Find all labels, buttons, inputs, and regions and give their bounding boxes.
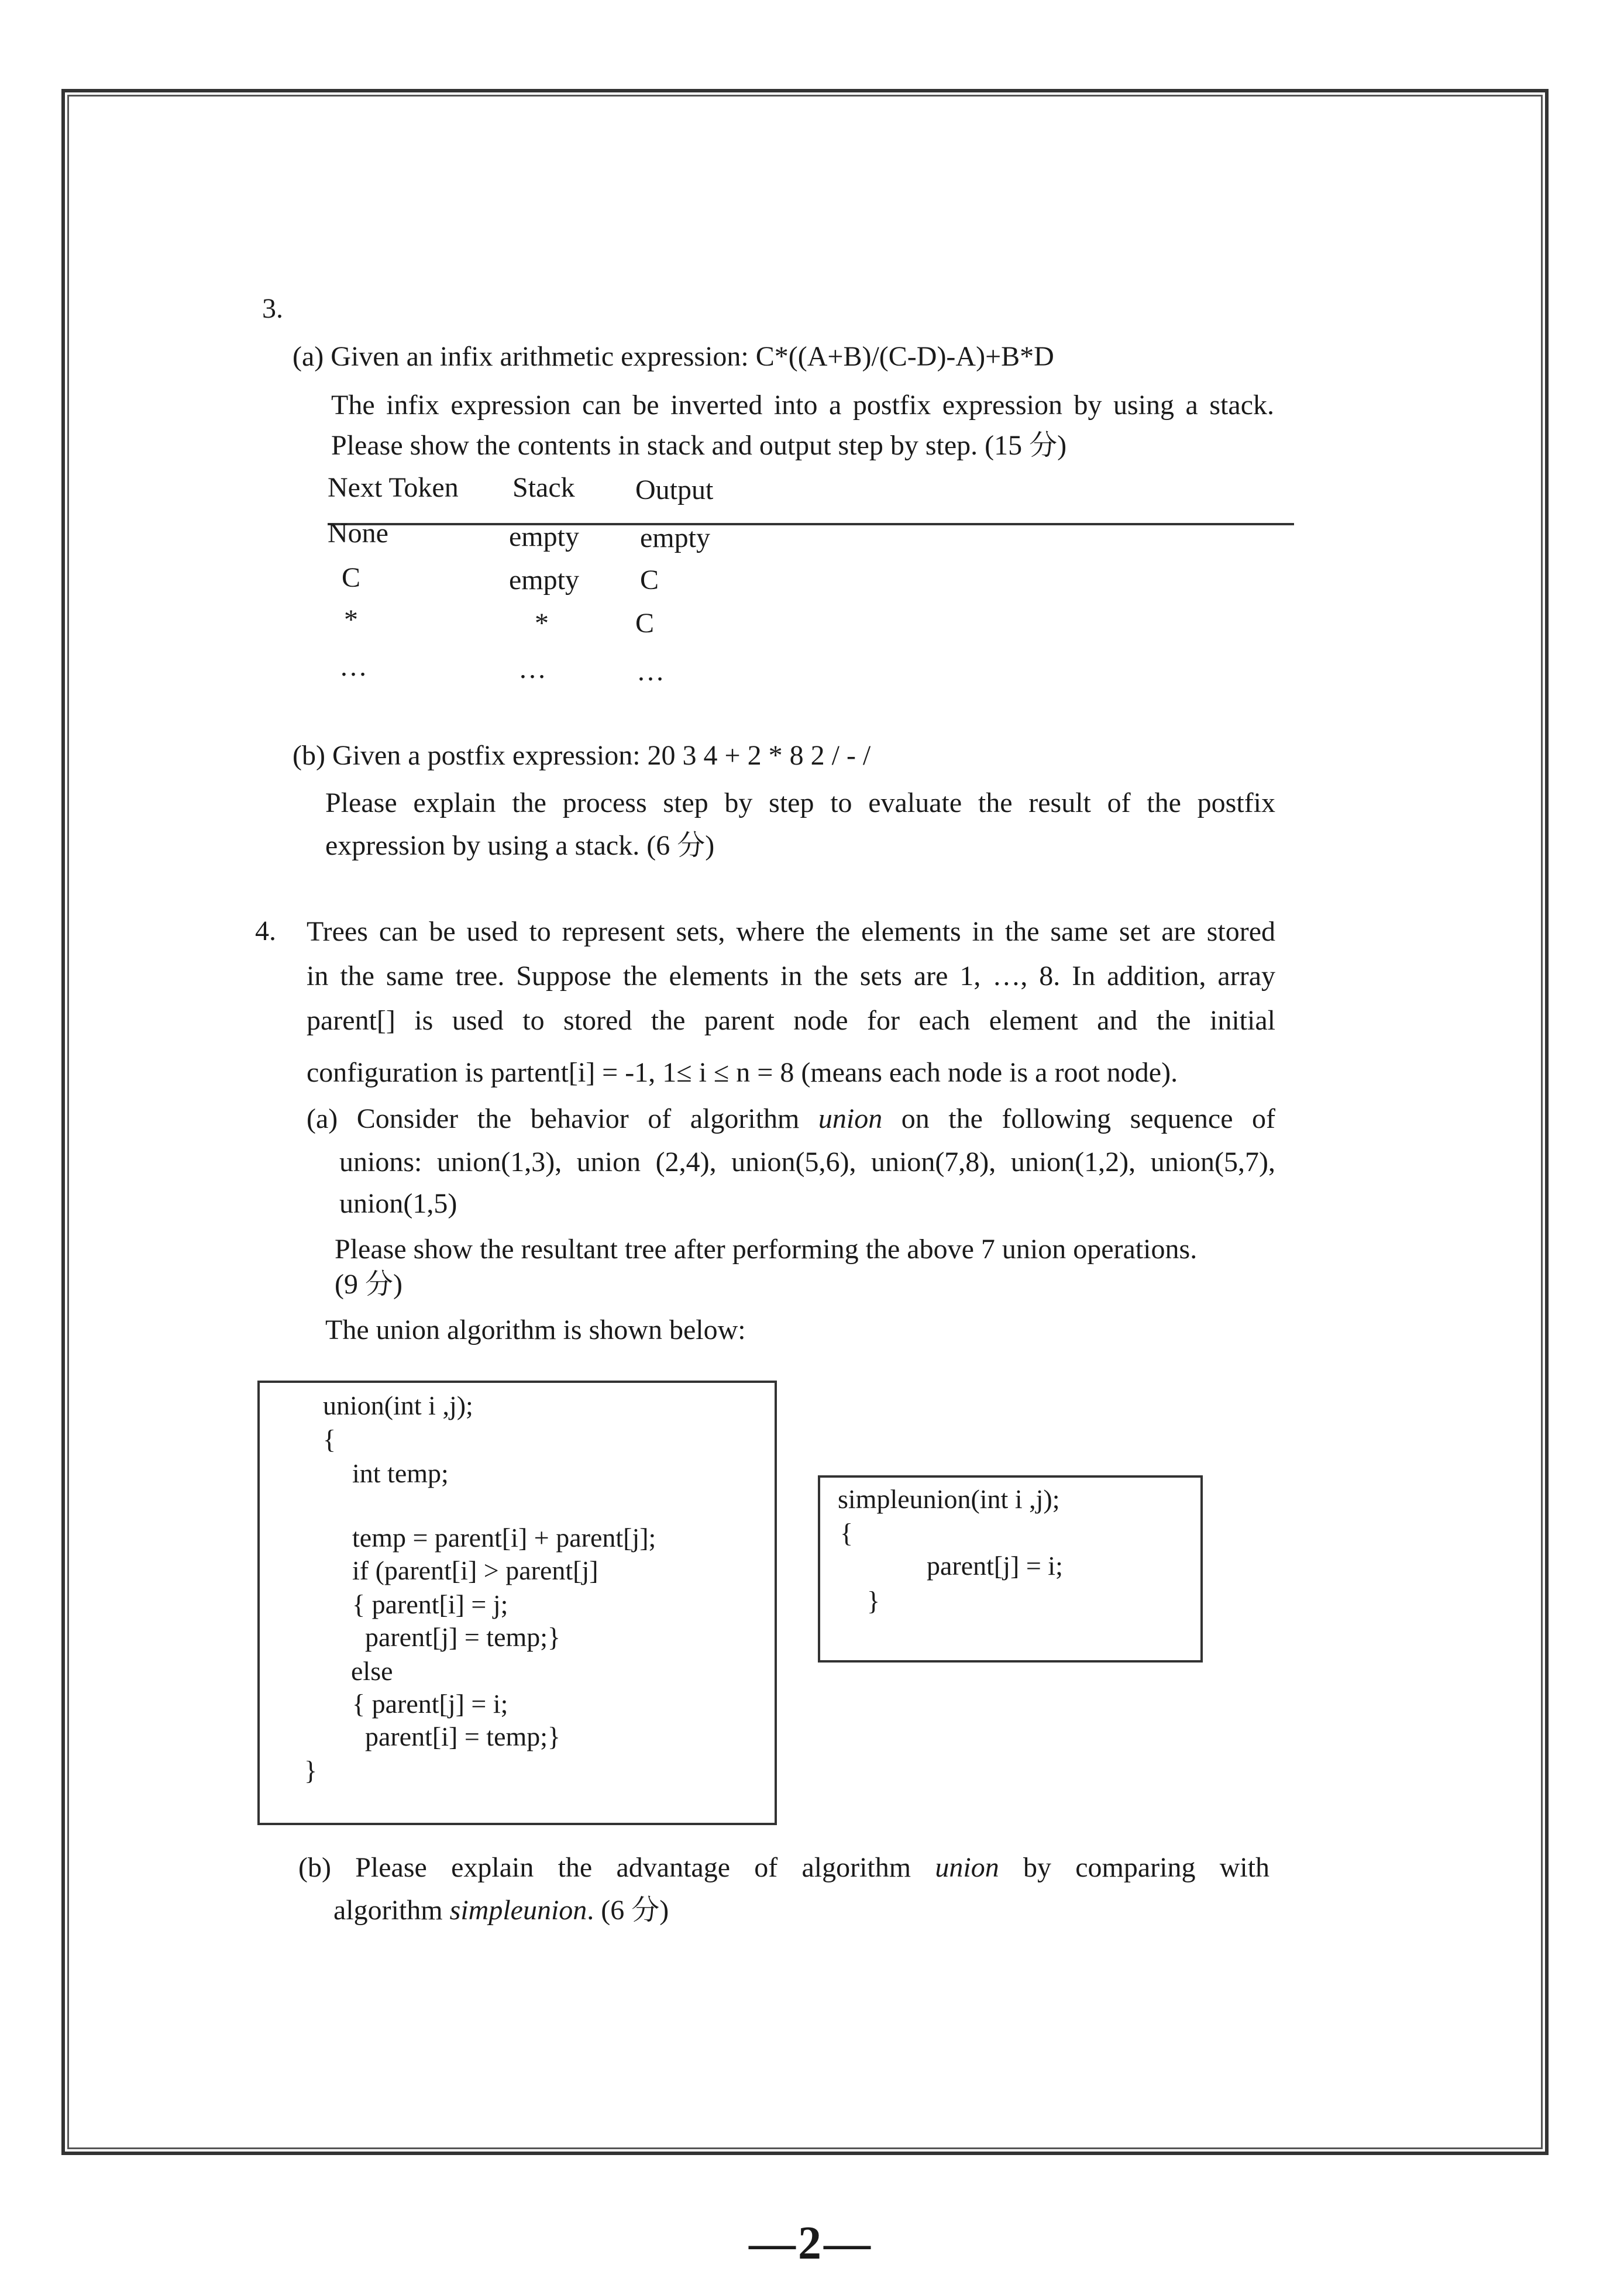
q4a-line-4: Please show the resultant tree after performing the above 7 union operations.	[335, 1234, 1198, 1265]
q3b-line-3: expression by using a stack. (6 分)	[325, 830, 715, 861]
table-row-4-output: …	[636, 656, 665, 687]
simpleunion-code-line-2: {	[840, 1518, 854, 1548]
page-number: —2—	[749, 2218, 873, 2269]
q4a-line-1: (a) Consider the behavior of algorithm union on the following sequence of	[307, 1103, 1276, 1134]
union-code-line-3: int temp;	[352, 1458, 449, 1488]
union-code-line-9: { parent[j] = i;	[352, 1689, 508, 1719]
table-row-1-output: empty	[640, 522, 710, 553]
table-row-2-output: C	[640, 565, 659, 596]
table-row-1-stack: empty	[509, 521, 579, 552]
table-row-3-token: *	[344, 604, 358, 635]
q3b-line-2: Please explain the process step by step to evaluate the result of the postfix	[325, 787, 1275, 818]
union-code-line-10: parent[i] = temp;}	[365, 1722, 561, 1751]
table-header-stack: Stack	[512, 472, 575, 503]
table-header-rule	[328, 523, 1294, 525]
q3b-line-1: (b) Given a postfix expression: 20 3 4 + 2 * 8 2 / - /	[293, 740, 871, 771]
union-code-line-4: temp = parent[i] + parent[j];	[352, 1523, 656, 1553]
question-3-number: 3.	[262, 293, 283, 324]
table-row-4-stack: …	[518, 653, 546, 684]
q4-line-4: configuration is partent[i] = -1, 1≤ i ≤ n = 8 (means each node is a root node).	[307, 1057, 1178, 1088]
q4-line-1: Trees can be used to represent sets, where the elements in the same set are stored	[307, 916, 1275, 947]
simpleunion-code-line-3: parent[j] = i;	[927, 1551, 1063, 1581]
table-row-3-output: C	[635, 608, 655, 639]
q4-line-3: parent[] is used to stored the parent node for each element and the initial	[307, 1005, 1275, 1036]
q3a-line-3: Please show the contents in stack and output step by step. (15 分)	[331, 430, 1067, 461]
table-row-4-token: …	[339, 651, 367, 682]
q4a-line-3: union(1,5)	[339, 1188, 457, 1219]
union-code-line-2: {	[323, 1424, 336, 1454]
q3a-line-1: (a) Given an infix arithmetic expression: C*((A+B)/(C-D)-A)+B*D	[293, 341, 1054, 372]
union-code-line-6: { parent[i] = j;	[352, 1589, 508, 1619]
table-row-1-token: None	[328, 518, 388, 549]
union-code-line-8: else	[351, 1656, 393, 1686]
simpleunion-code-line-4: }	[867, 1586, 880, 1616]
union-code-line-7: parent[j] = temp;}	[365, 1622, 561, 1652]
table-row-2-stack: empty	[509, 565, 579, 596]
q4a-line-2: unions: union(1,3), union (2,4), union(5,6), union(7,8), union(1,2), union(5,7),	[339, 1147, 1275, 1178]
q4-line-2: in the same tree. Suppose the elements in the sets are 1, …, 8. In addition, array	[307, 961, 1275, 992]
q3a-line-2: The infix expression can be inverted into a postfix expression by using a stack.	[331, 390, 1274, 421]
union-code-line-1: union(int i ,j);	[323, 1390, 473, 1420]
question-4-number: 4.	[255, 915, 276, 946]
union-code-line-5: if (parent[i] > parent[j]	[352, 1555, 598, 1585]
q4b-line-1: (b) Please explain the advantage of algorithm union by comparing with	[298, 1852, 1270, 1883]
q4a-line-5: (9 分)	[335, 1269, 402, 1300]
table-row-2-token: C	[342, 562, 361, 593]
q4a-line-6: The union algorithm is shown below:	[325, 1314, 746, 1345]
union-code-line-11: }	[304, 1756, 318, 1785]
table-header-output: Output	[635, 474, 714, 505]
table-header-next-token: Next Token	[328, 472, 459, 503]
simpleunion-code-line-1: simpleunion(int i ,j);	[838, 1484, 1060, 1514]
table-row-3-stack: *	[535, 608, 549, 639]
q4b-line-2: algorithm simpleunion. (6 分)	[333, 1895, 669, 1926]
